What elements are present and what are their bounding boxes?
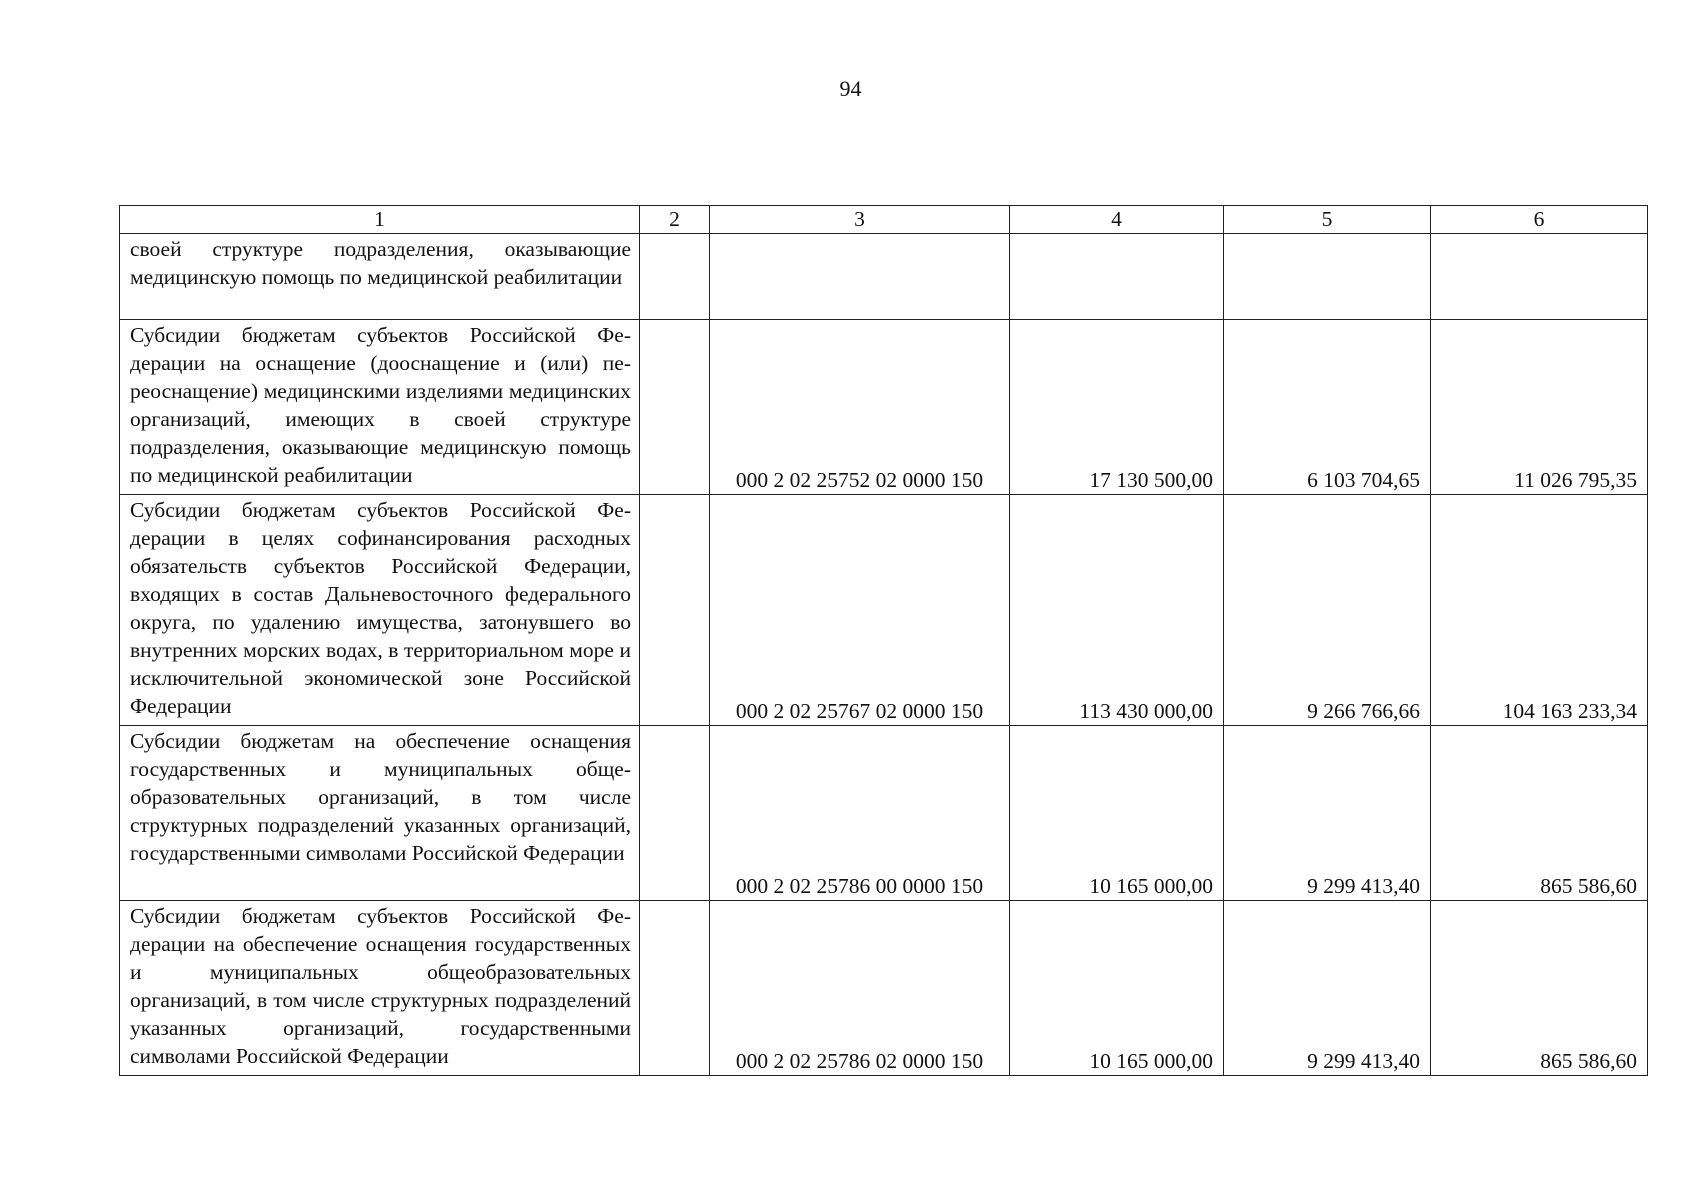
row-col4-value: 10 165 000,00 xyxy=(1010,726,1224,901)
table-row xyxy=(120,234,1648,320)
row-col5-value: 9 266 766,66 xyxy=(1224,495,1431,726)
row-col4-value: 113 430 000,00 xyxy=(1010,495,1224,726)
row-description: Субсидии бюджетам субъектов Российской Федерации в целях софинансирования расходных обязательств субъектов Российской Федерации, входящих в состав Дальневосточного федерального округа, по удалению имущества, затонувшего во внутренних морских водах, в территориальном море и исключительной экономической зоне Российской Федерации xyxy=(120,495,640,726)
table-header xyxy=(120,206,1648,234)
table-row xyxy=(120,901,1648,1076)
table-row xyxy=(120,495,1648,726)
row-description: Субсидии бюджетам на обеспечение оснащения государственных и муниципальных общеобразовательных организаций, в том числе структурных подразделений указанных организаций, государственными символами Российской Федерации xyxy=(120,726,640,901)
row-col6-value: 11 026 795,35 xyxy=(1431,320,1648,495)
page-number: 94 xyxy=(839,76,862,101)
header-cell-3: 3 xyxy=(710,206,1010,234)
header-cell-2: 2 xyxy=(640,206,710,234)
row-col6-value: 865 586,60 xyxy=(1431,901,1648,1076)
row-col4-value: 17 130 500,00 xyxy=(1010,320,1224,495)
budget-table xyxy=(119,205,1648,1076)
row-code: 000 2 02 25752 02 0000 150 xyxy=(710,320,1010,495)
row-code: 000 2 02 25786 00 0000 150 xyxy=(710,726,1010,901)
row-description: Субсидии бюджетам субъектов Российской Федерации на оснащение (дооснащение и (или) переоснащение) медицинскими изделиями медицинских организаций, имеющих в своей структуре подразделения, оказывающие медицинскую помощь по медицинской реабилитации xyxy=(120,320,640,495)
row-col6-value: 104 163 233,34 xyxy=(1431,495,1648,726)
row-col5-value: 9 299 413,40 xyxy=(1224,726,1431,901)
row-col2 xyxy=(640,320,710,495)
row-col4-value xyxy=(1010,234,1224,320)
header-cell-6: 6 xyxy=(1431,206,1648,234)
table-row xyxy=(120,726,1648,901)
row-col5-value: 9 299 413,40 xyxy=(1224,901,1431,1076)
table-body xyxy=(120,234,1648,1076)
row-col6-value: 865 586,60 xyxy=(1431,726,1648,901)
row-col4-value: 10 165 000,00 xyxy=(1010,901,1224,1076)
row-col2 xyxy=(640,726,710,901)
row-description: своей структуре подразделения, оказывающие медицинскую помощь по медицинской реабилитации xyxy=(120,234,640,320)
row-description: Субсидии бюджетам субъектов Российской Федерации на обеспечение оснащения государственных и муниципальных общеобразовательных организаций, в том числе структурных подразделений указанных организаций, государственными символами Российской Федерации xyxy=(120,901,640,1076)
header-row xyxy=(120,206,1648,234)
row-col2 xyxy=(640,901,710,1076)
header-cell-4: 4 xyxy=(1010,206,1224,234)
row-col5-value xyxy=(1224,234,1431,320)
row-col2 xyxy=(640,495,710,726)
row-code: 000 2 02 25786 02 0000 150 xyxy=(710,901,1010,1076)
row-code: 000 2 02 25767 02 0000 150 xyxy=(710,495,1010,726)
header-cell-1: 1 xyxy=(120,206,640,234)
row-col6-value xyxy=(1431,234,1648,320)
header-cell-5: 5 xyxy=(1224,206,1431,234)
row-col2 xyxy=(640,234,710,320)
row-col5-value: 6 103 704,65 xyxy=(1224,320,1431,495)
row-code xyxy=(710,234,1010,320)
table-row xyxy=(120,320,1648,495)
